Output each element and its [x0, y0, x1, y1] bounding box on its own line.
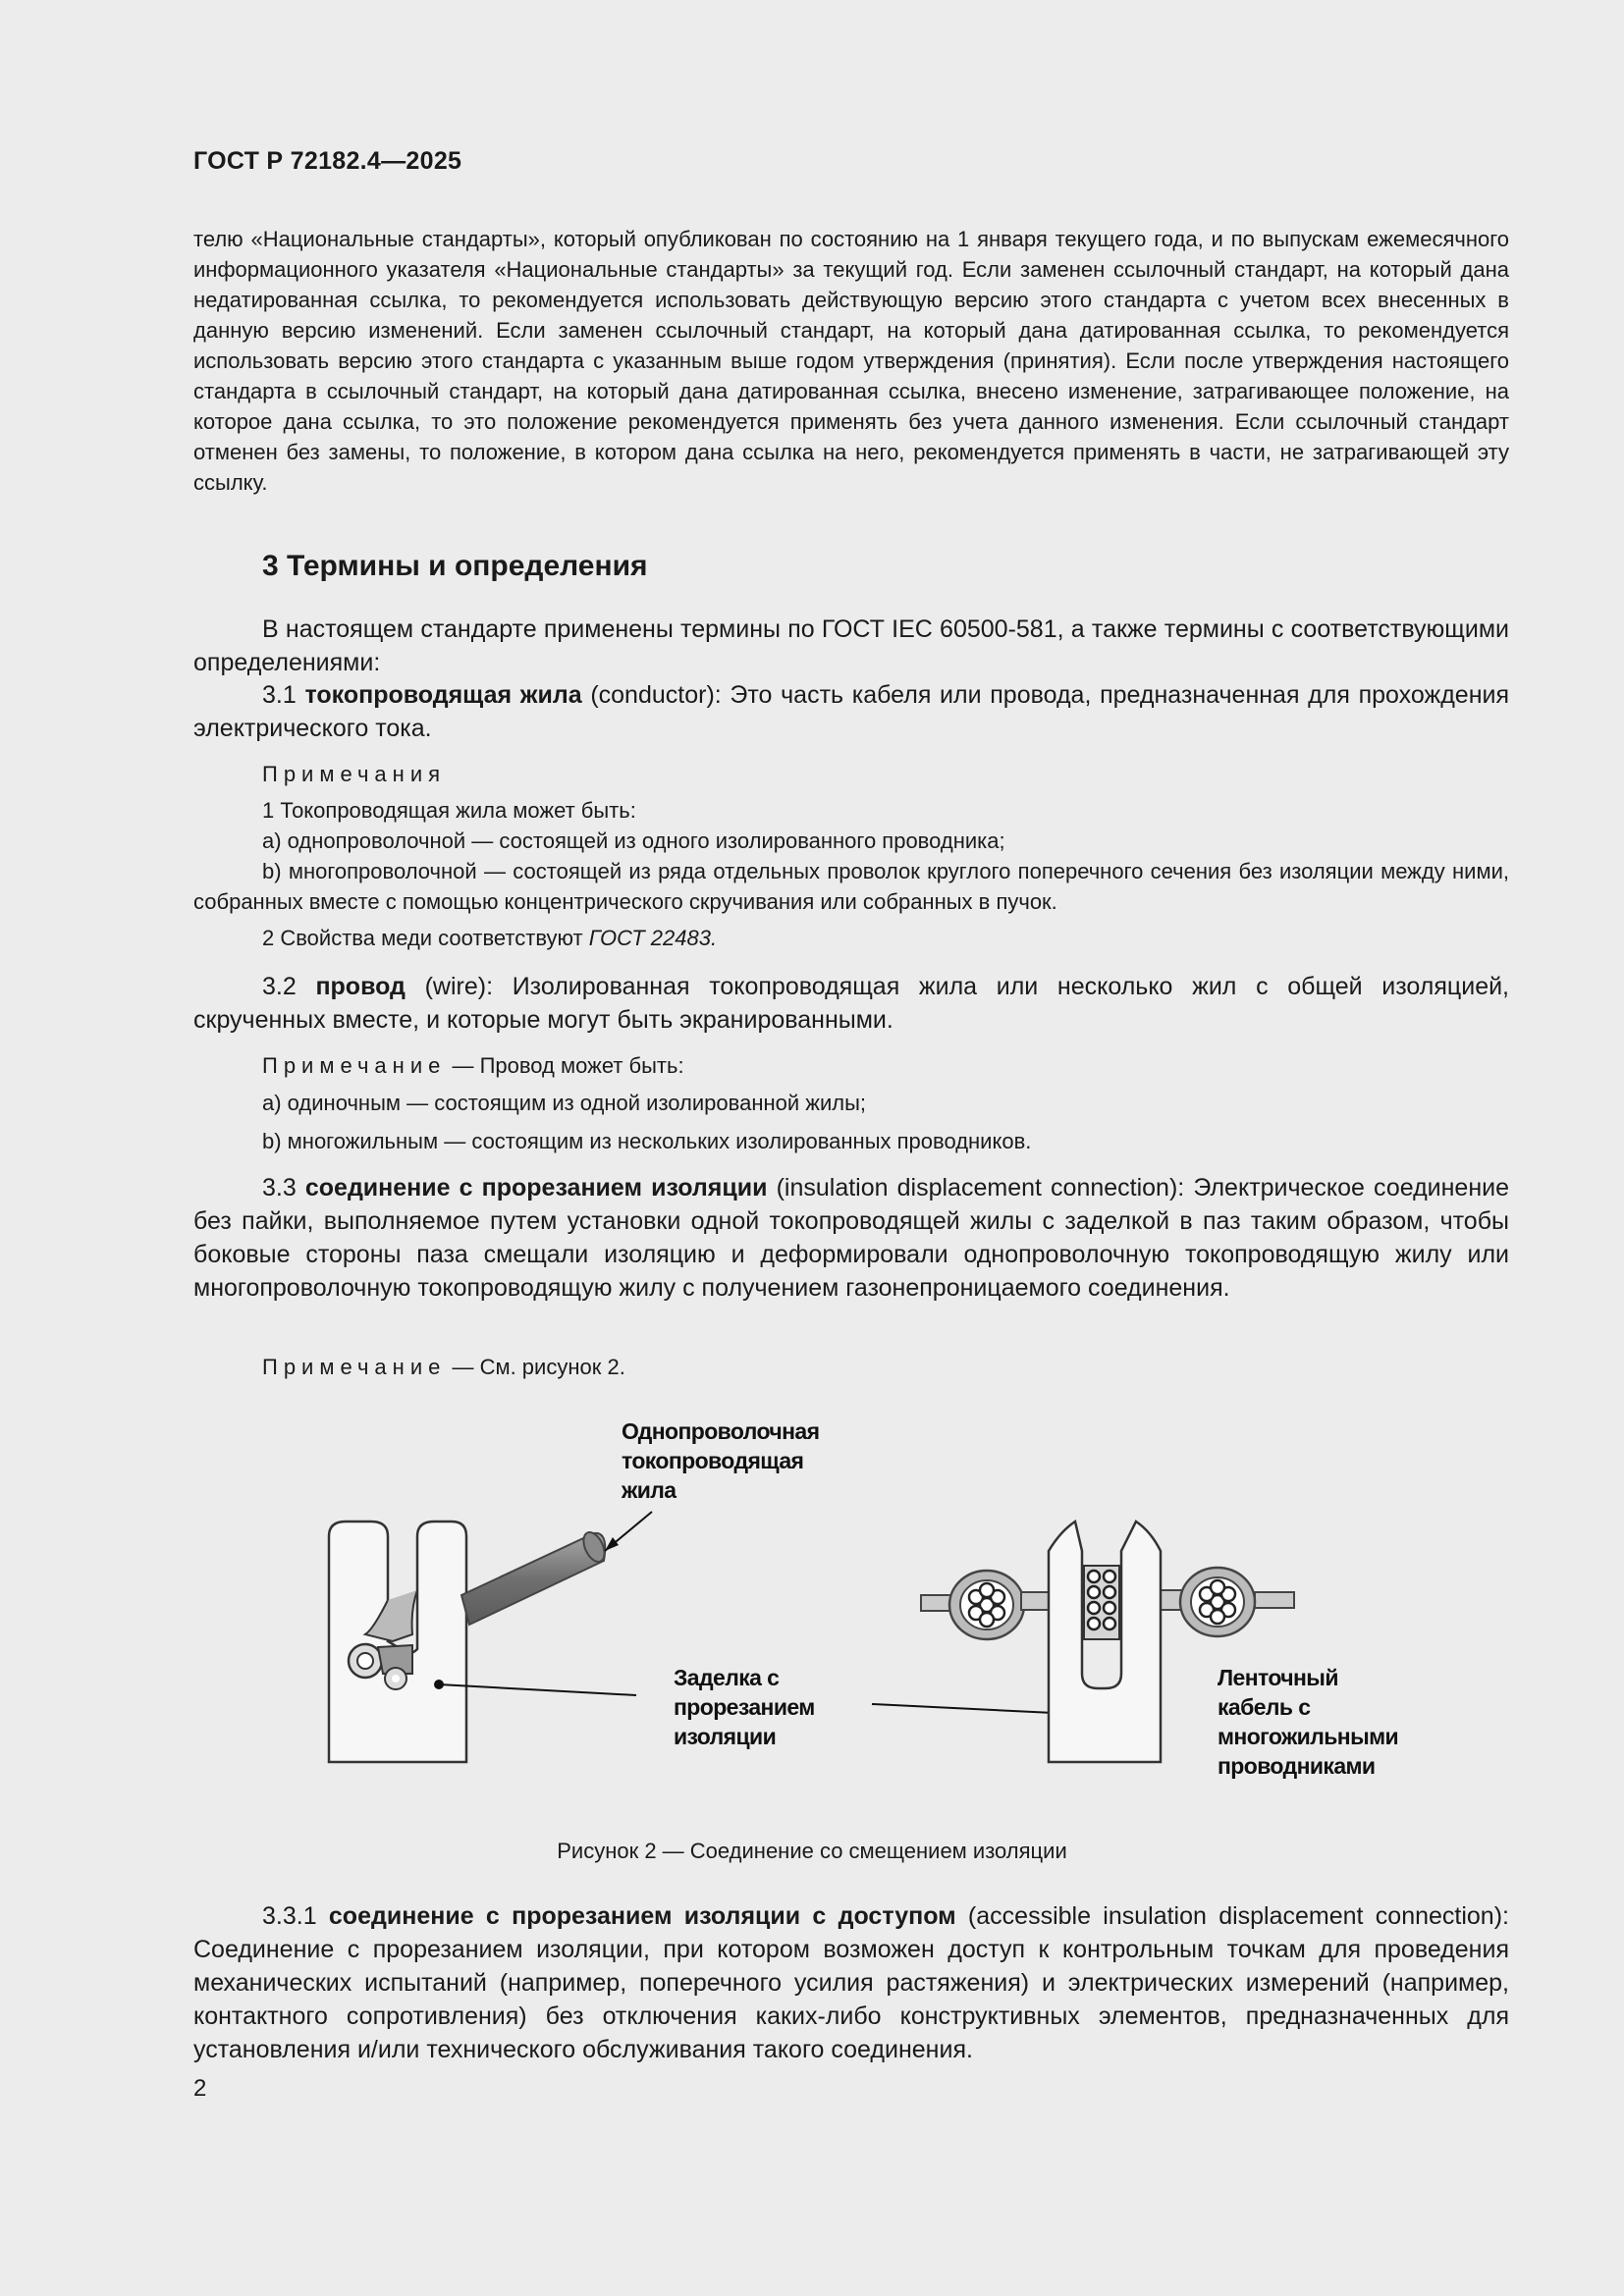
term-name: токопроводящая жила	[304, 681, 582, 709]
label-line: многожильными	[1218, 1724, 1399, 1749]
label-line: кабель с	[1218, 1694, 1311, 1720]
note-3-2-a: a) одиночным — состоящим из одной изолированной жилы;	[262, 1091, 867, 1115]
label-ribbon-cable	[1218, 1663, 1398, 1781]
single-wire-conductor	[461, 1529, 609, 1625]
note-3-2-b: b) многожильным — состоящим из нескольких изолированных проводников.	[262, 1129, 1032, 1153]
section-intro: В настоящем стандарте применены термины по ГОСТ IEC 60500-581, а также термины с соответствующими определениями:	[193, 615, 1509, 676]
document-header: ГОСТ Р 72182.4—2025	[193, 147, 462, 175]
figure-caption: Рисунок 2 — Соединение со смещением изоляции	[557, 1839, 1067, 1863]
intro-paragraph: телю «Национальные стандарты», который опубликован по состоянию на 1 января текущего года, и по выпускам ежемесячного информационного указателя «Национальные стандарты» за текущий год. Если заменен ссылочный стандарт, на который дана недатированная ссылка, то рекомендуется использовать действующую версию этого стандарта с учетом всех внесенных в данную версию изменений. Если заменен ссылочный стандарт, на который дана датированная ссылка, то рекомендуется использовать версию этого стандарта с указанным выше годом утверждения (принятия). Если после утверждения настоящего стандарта в ссылочный стандарт, на который дана датированная ссылка, внесено изменение, затрагивающее положение, на которое дана ссылка, то это положение рекомендуется применять без учета данного изменения. Если ссылочный стандарт отменен без замены, то положение, в котором дана ссылка на него, рекомендуется применять в части, не затрагивающей эту ссылку.	[193, 227, 1509, 495]
term-number: 3.2	[262, 973, 316, 1000]
note-1: 1 Токопроводящая жила может быть:	[262, 798, 636, 823]
label-line: токопроводящая	[622, 1448, 804, 1473]
note-label: Примечание	[262, 1053, 447, 1078]
note-2-ref: ГОСТ 22483.	[588, 926, 718, 950]
label-line: Заделка с	[674, 1665, 780, 1690]
leader-termination	[439, 1684, 636, 1695]
term-definition: (insulation displacement connection): Электрическое соединение без пайки, выполняемое путем установки одной токопроводящей жилы с заделкой в паз таким образом, чтобы боковые стороны паза смещали изоляцию и деформировали однопроволочную токопроводящую жилу или многопроволочную токопроводящую жилу с получением газонепроницаемого соединения.	[193, 1174, 1510, 1302]
term-number: 3.3	[262, 1174, 305, 1201]
note-text: — Провод может быть:	[446, 1053, 684, 1078]
label-line: жила	[622, 1477, 677, 1503]
page-number: 2	[193, 2075, 207, 2102]
term-name: соединение с прорезанием изоляции	[304, 1174, 768, 1201]
note-1a: a) однопроволочной — состоящей из одного изолированного проводника;	[262, 828, 1005, 853]
idc-contact-drawing	[1049, 1522, 1161, 1762]
label-line: проводниками	[1218, 1753, 1376, 1779]
note-1b: b) многопроволочной — состоящей из ряда отдельных проволок круглого поперечного сечения без изоляции между ними, собранных вместе с помощью концентрического скручивания или собранных в пучок.	[193, 859, 1509, 914]
label-line: прорезанием	[674, 1694, 815, 1720]
term-number: 3.1	[262, 681, 305, 709]
term-name: провод	[315, 973, 406, 1000]
label-line: Ленточный	[1218, 1665, 1338, 1690]
term-definition: (wire): Изолированная токопроводящая жила или несколько жил с общей изоляцией, скрученных вместе, и которые могут быть экранированными.	[193, 973, 1510, 1034]
term-3-3-1	[193, 1899, 1509, 2066]
section-title: 3 Термины и определения	[262, 550, 648, 582]
label-single-wire-conductor	[622, 1416, 819, 1505]
label-line: изоляции	[674, 1724, 777, 1749]
term-definition: (accessible insulation displacement connection): Соединение с прорезанием изоляции, при котором возможен доступ к контрольным точкам для проведения механических испытаний (например, поперечного усилия растяжения) и электрических измерений (например, контактного сопротивления) без отключения каких-либо конструктивных элементов, предназначенных для установления и/или технического обслуживания такого соединения.	[193, 1902, 1509, 2063]
label-idc-termination	[674, 1663, 815, 1751]
term-number: 3.3.1	[262, 1902, 329, 1930]
leader-arrow-head	[605, 1537, 619, 1551]
note-label: Примечание	[262, 1355, 447, 1379]
note-2-text: 2 Свойства меди соответствуют	[262, 926, 589, 950]
leader-termination-dot	[434, 1680, 444, 1689]
term-definition: (conductor): Это часть кабеля или провода, предназначенная для прохождения электрического тока.	[193, 681, 1510, 742]
notes-label: Примечания	[262, 762, 447, 786]
idc-terminal-drawing	[329, 1522, 466, 1762]
label-line: Однопроволочная	[622, 1418, 820, 1444]
note-text: — См. рисунок 2.	[446, 1355, 625, 1379]
leader-cable	[872, 1704, 1074, 1714]
term-name: соединение с прорезанием изоляции с доступом	[328, 1902, 956, 1930]
